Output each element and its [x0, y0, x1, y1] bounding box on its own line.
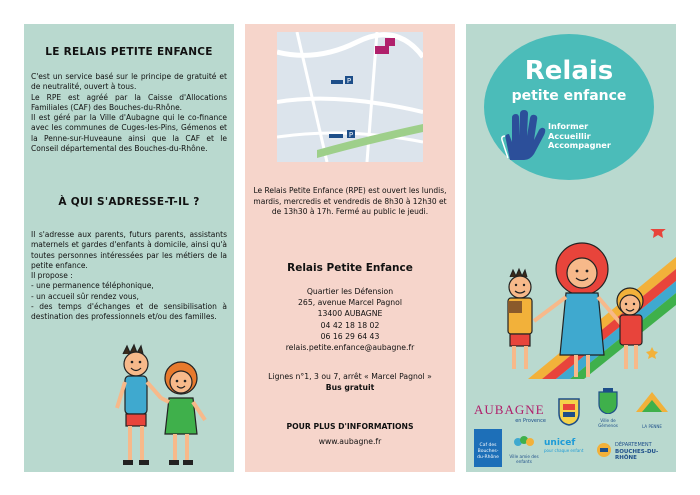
- address-line: 13400 AUBAGNE: [317, 309, 383, 319]
- children-drawing: [109, 336, 219, 470]
- who-text: [31, 230, 227, 323]
- intro-paragraph: C'est un service basé sur le principe de gratuité et de neutralité, ouvert à tous.: [31, 72, 227, 92]
- list-item: - des temps d'échanges et de sensibilisation à destination des professionnels et/ou des familles.: [31, 302, 227, 322]
- address-line: 265, avenue Marcel Pagnol: [298, 298, 402, 308]
- website-link[interactable]: www.aubagne.fr: [318, 437, 382, 446]
- villes-amies-logo: [508, 434, 540, 464]
- who-paragraph: Il s'adresse aux parents, futurs parents, assistants maternels et gardes d'enfants à domicile, ainsi qu'à toutes personnes intéressées par les métiers de la petite enfance.: [31, 230, 227, 270]
- parking-label: P: [346, 77, 352, 85]
- intro-paragraph: Le RPE est agréé par la Caisse d'Allocations Familiales (CAF) des Bouches-du-Rhône.: [31, 92, 227, 112]
- intro-paragraph: Il est géré par la Ville d'Aubagne qui le co-finance avec les communes de Cuges-les-Pins, Gémenos et la Penne-sur-Huveaune ainsi que la CAF et le Conseil départemental des Bouches-du-Rhône.: [31, 113, 227, 154]
- bus-lines: Lignes n°1, 3 ou 7, arrêt « Marcel Pagnol »: [268, 372, 432, 381]
- intro-text: [31, 72, 227, 154]
- list-item: - un accueil sûr rendez vous,: [31, 291, 139, 301]
- middle-panel: [245, 24, 455, 472]
- villes-amies-label: Ville amie des enfants: [509, 454, 539, 464]
- aubagne-name: AUBAGNE: [474, 402, 545, 417]
- family-drawing: [482, 229, 676, 379]
- phone-number: 04 42 18 18 02: [320, 320, 380, 330]
- phone-number: 06 16 29 64 43: [320, 331, 380, 341]
- list-item: - une permanence téléphonique,: [31, 281, 154, 291]
- hand-icon: [500, 110, 546, 162]
- email-address[interactable]: relais.petite.enfance@aubagne.fr: [285, 343, 415, 353]
- motto-word: Accueillir: [548, 130, 591, 141]
- boy-illustration: [117, 345, 161, 465]
- gemenos-crest-icon: [597, 388, 619, 414]
- motto-word: Informer: [548, 121, 589, 131]
- gemenos-label: Ville de Gémenos: [598, 418, 618, 428]
- unicef-logo: [544, 438, 588, 460]
- contact-block: [245, 286, 455, 353]
- star-icon: [646, 347, 658, 359]
- bus-info: [245, 372, 455, 393]
- departement-label: DÉPARTEMENT: [615, 442, 652, 448]
- panel-title: LE RELAIS PETITE ENFANCE: [45, 46, 213, 58]
- motto-word: Accompagner: [548, 140, 611, 150]
- children-circle-icon: [513, 434, 535, 450]
- logo-motto: [548, 122, 611, 151]
- gemenos-logo: [590, 388, 626, 428]
- aubagne-logo: [474, 402, 546, 424]
- aubagne-tagline: en Provence: [515, 418, 546, 424]
- address-line: Quartier les Défension: [306, 287, 394, 296]
- caf-label: Caf des Bouches-du-Rhône: [477, 443, 499, 460]
- cuges-crest-icon: [556, 396, 582, 426]
- departement-name: BOUCHES-DU-RHÔNE: [615, 449, 659, 461]
- opening-hours: Le Relais Petite Enfance (RPE) est ouvert les lundis, mardis, mercredis et vendredis de 8h30 à 12h30 et de 13h30 à 17h. Fermé au public le jeudi.: [253, 186, 447, 216]
- unicef-name: unicef: [544, 438, 576, 448]
- relais-title: Relais Petite Enfance: [287, 262, 413, 274]
- left-panel: [24, 24, 234, 472]
- la-penne-icon: [636, 392, 668, 420]
- girl-illustration: [161, 362, 205, 465]
- propose-intro: Il propose :: [31, 271, 73, 281]
- logo-title: Relais: [524, 56, 614, 86]
- star-icon: [649, 229, 667, 238]
- location-map: [277, 32, 423, 162]
- right-panel: [466, 24, 676, 472]
- la-penne-logo: [636, 392, 668, 429]
- boy-illustration: [508, 269, 532, 369]
- bus-free: Bus gratuit: [325, 382, 375, 392]
- unicef-tagline: pour chaque enfant: [544, 448, 584, 453]
- departement-logo: [596, 440, 674, 462]
- more-info-heading: POUR PLUS D'INFORMATIONS: [286, 422, 414, 431]
- caf-logo: [474, 429, 502, 467]
- logo-subtitle: petite enfance: [511, 88, 627, 104]
- la-penne-label: LA PENNE: [642, 424, 662, 429]
- parking-label: P: [348, 131, 354, 139]
- departement-icon: [596, 442, 612, 458]
- propose-list: [31, 271, 227, 322]
- girl-illustration: [617, 288, 643, 369]
- who-heading: À QUI S'ADRESSE-T-IL ?: [58, 196, 200, 208]
